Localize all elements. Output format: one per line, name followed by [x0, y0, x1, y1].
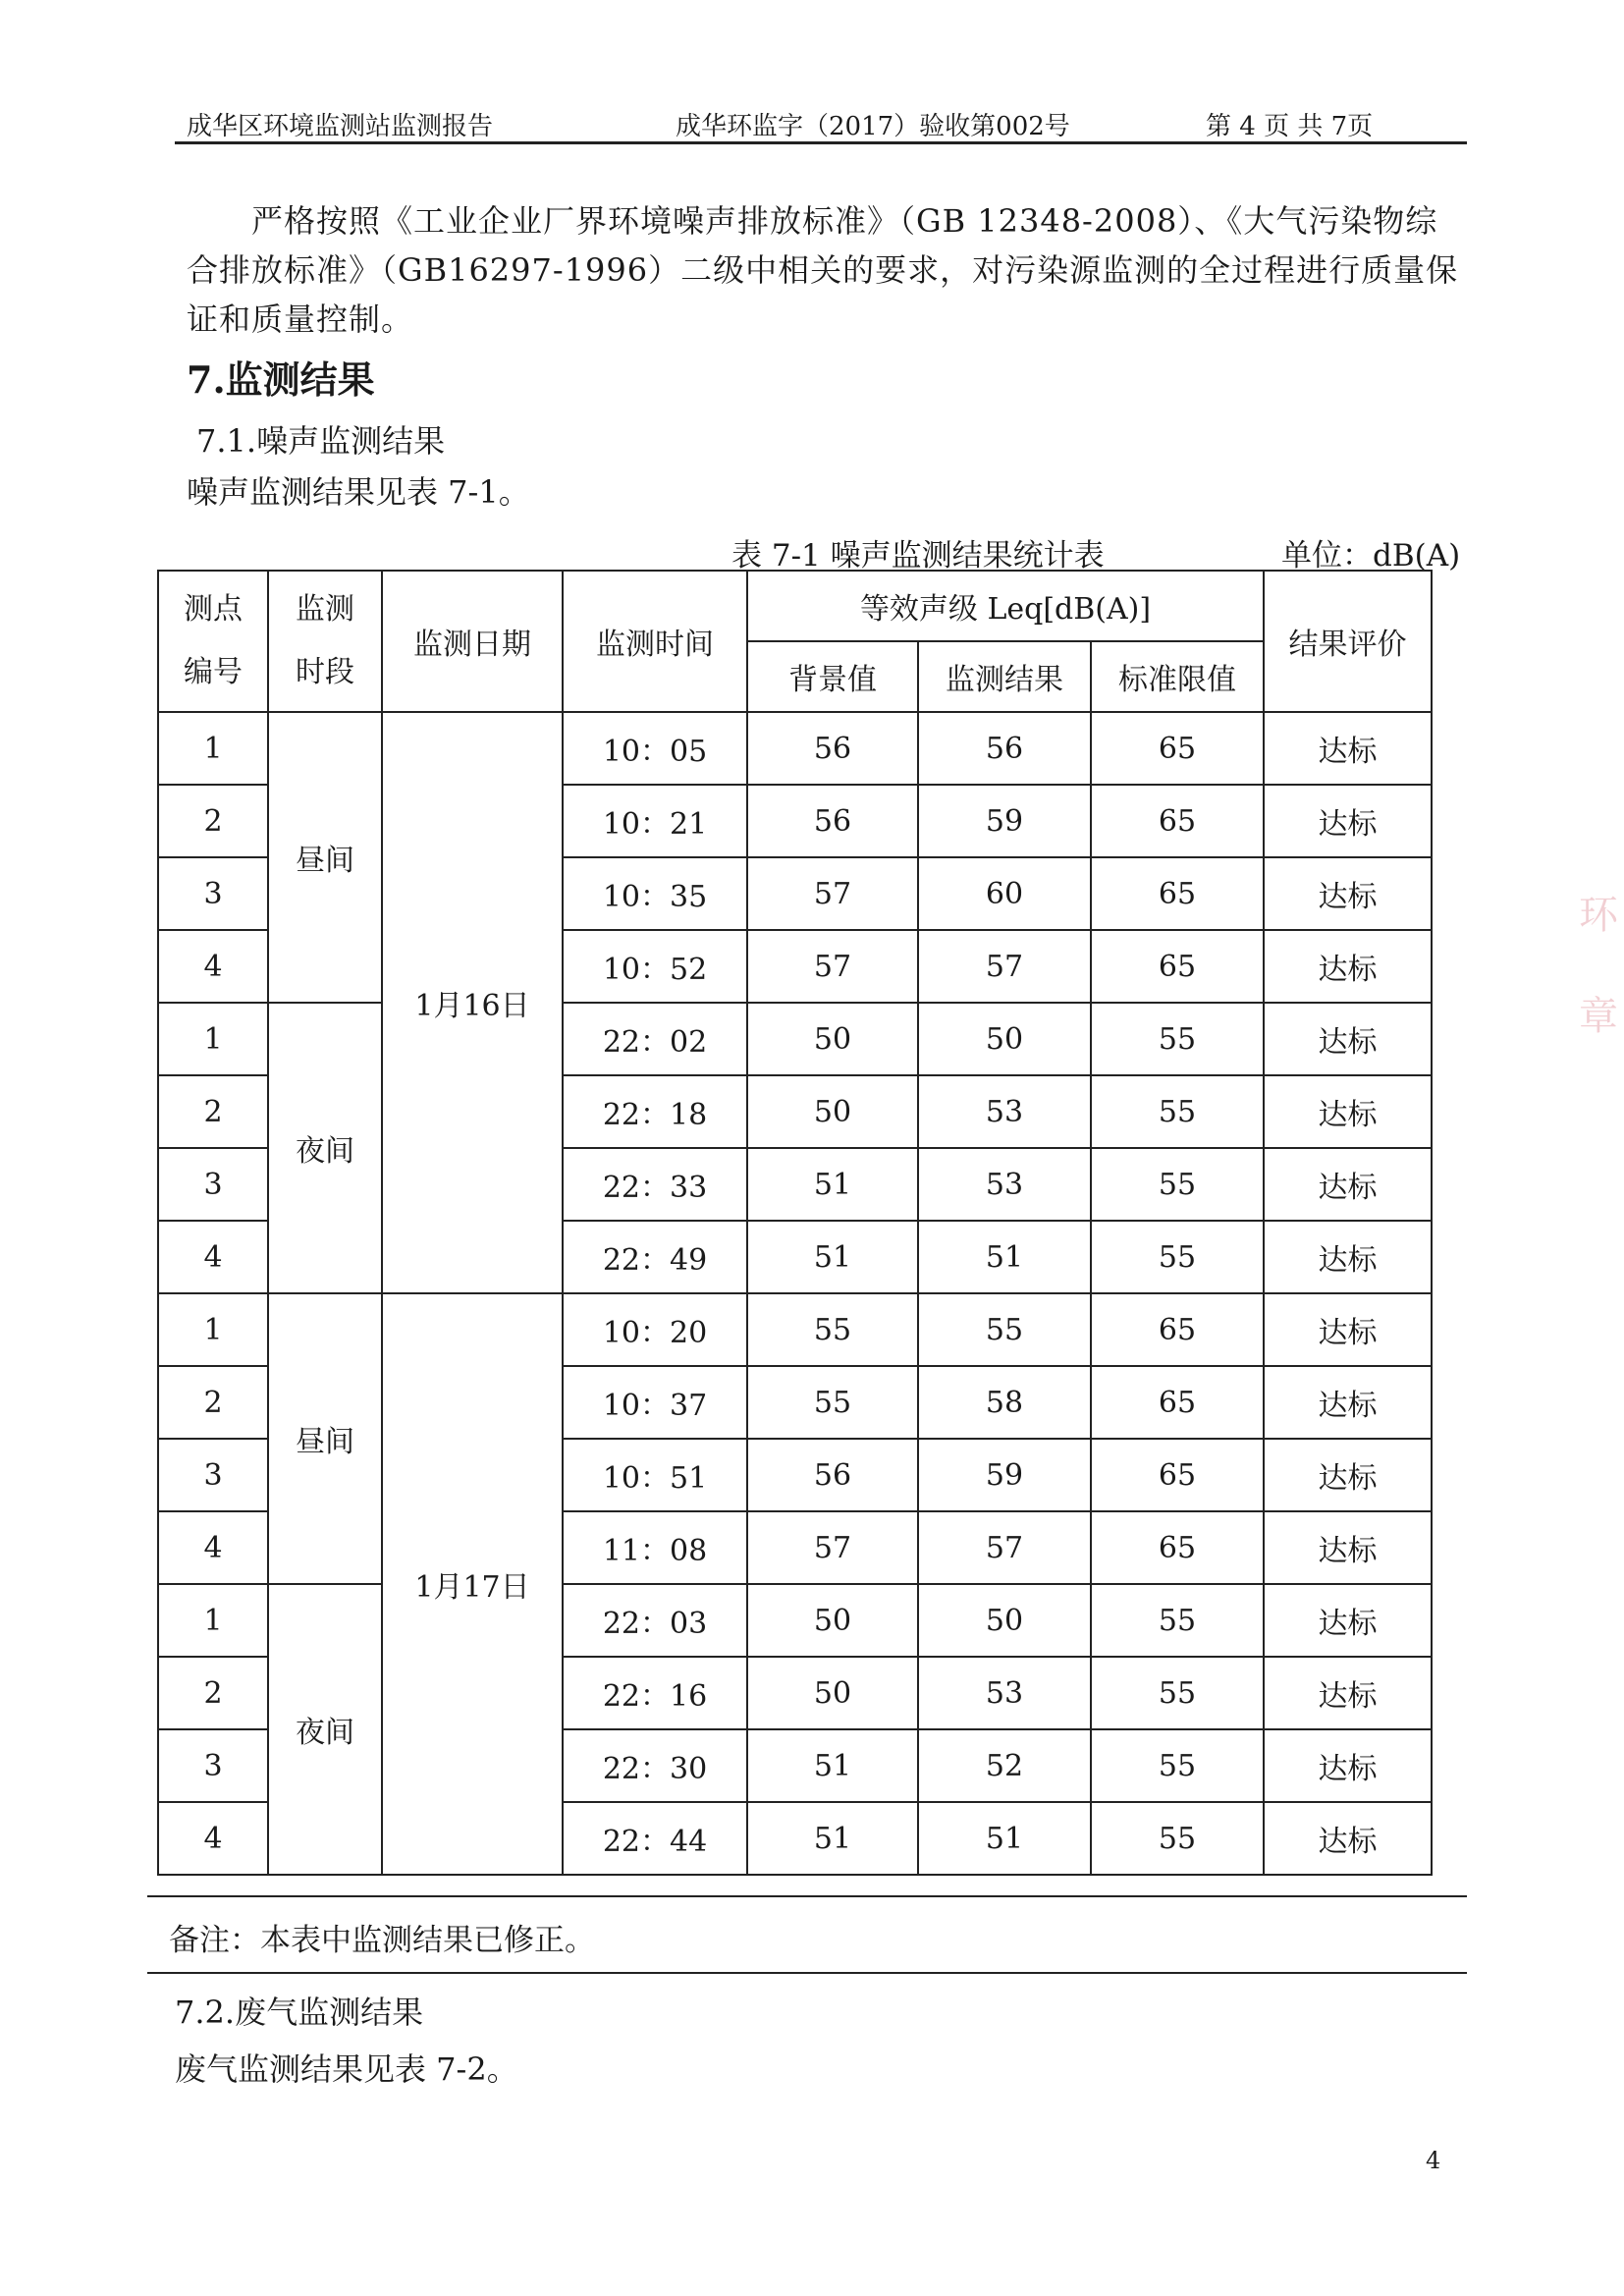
cell-background: 50 [747, 1657, 918, 1729]
cell-evaluation: 达标 [1264, 1729, 1432, 1802]
cell-evaluation: 达标 [1264, 857, 1432, 930]
cell-point-no: 2 [158, 785, 268, 857]
header-period-text: 监测时段 [296, 592, 354, 689]
table-note-box [147, 1895, 1467, 1974]
cell-result: 50 [918, 1584, 1091, 1657]
cell-result: 51 [918, 1221, 1091, 1293]
subsection-noise-title: 7.1.噪声监测结果 [196, 422, 446, 460]
header-period [268, 571, 382, 712]
cell-time: 10：21 [563, 785, 747, 857]
table-caption: 表 7-1 噪声监测结果统计表 [731, 538, 1105, 574]
header-background: 背景值 [747, 641, 918, 712]
cell-background: 57 [747, 930, 918, 1003]
cell-point-no: 3 [158, 857, 268, 930]
header-evaluation: 结果评价 [1264, 571, 1432, 712]
cell-point-no: 3 [158, 1439, 268, 1511]
cell-evaluation: 达标 [1264, 1511, 1432, 1584]
cell-result: 53 [918, 1148, 1091, 1221]
cell-point-no: 2 [158, 1366, 268, 1439]
cell-point-no: 1 [158, 1584, 268, 1657]
cell-time: 22：44 [563, 1802, 747, 1875]
cell-period: 昼间 [268, 712, 382, 1003]
table-row [158, 1584, 1432, 1657]
cell-limit: 65 [1091, 1293, 1264, 1366]
page-header [175, 94, 1467, 144]
cell-limit: 55 [1091, 1003, 1264, 1075]
table-row [158, 712, 1432, 785]
cell-result: 56 [918, 712, 1091, 785]
header-leq: 等效声级 Leq[dB(A)] [747, 571, 1264, 641]
cell-result: 59 [918, 1439, 1091, 1511]
cell-evaluation: 达标 [1264, 1439, 1432, 1511]
noise-results-table [157, 570, 1433, 1876]
header-page-info: 第 4 页 共 7页 [1206, 112, 1374, 141]
cell-evaluation: 达标 [1264, 1221, 1432, 1293]
cell-point-no: 1 [158, 1003, 268, 1075]
cell-evaluation: 达标 [1264, 785, 1432, 857]
cell-limit: 65 [1091, 785, 1264, 857]
cell-limit: 65 [1091, 930, 1264, 1003]
cell-background: 57 [747, 1511, 918, 1584]
cell-time: 22：18 [563, 1075, 747, 1148]
cell-time: 22：33 [563, 1148, 747, 1221]
cell-time: 22：30 [563, 1729, 747, 1802]
cell-result: 60 [918, 857, 1091, 930]
seal-stamp-fragment: 环 章 [1579, 893, 1618, 1039]
cell-evaluation: 达标 [1264, 1003, 1432, 1075]
cell-limit: 55 [1091, 1584, 1264, 1657]
cell-point-no: 2 [158, 1657, 268, 1729]
header-row-1 [158, 571, 1432, 641]
cell-point-no: 2 [158, 1075, 268, 1148]
cell-limit: 55 [1091, 1075, 1264, 1148]
cell-evaluation: 达标 [1264, 930, 1432, 1003]
cell-background: 55 [747, 1366, 918, 1439]
cell-result: 51 [918, 1802, 1091, 1875]
cell-point-no: 4 [158, 1221, 268, 1293]
cell-point-no: 1 [158, 1293, 268, 1366]
cell-result: 57 [918, 1511, 1091, 1584]
cell-evaluation: 达标 [1264, 1584, 1432, 1657]
cell-limit: 65 [1091, 1366, 1264, 1439]
cell-time: 22：16 [563, 1657, 747, 1729]
cell-limit: 65 [1091, 1439, 1264, 1511]
section-title: 7.监测结果 [187, 357, 375, 402]
cell-result: 53 [918, 1657, 1091, 1729]
cell-background: 56 [747, 785, 918, 857]
cell-evaluation: 达标 [1264, 1148, 1432, 1221]
cell-period: 夜间 [268, 1003, 382, 1293]
cell-evaluation: 达标 [1264, 712, 1432, 785]
cell-result: 59 [918, 785, 1091, 857]
cell-point-no: 1 [158, 712, 268, 785]
cell-limit: 65 [1091, 712, 1264, 785]
cell-background: 55 [747, 1293, 918, 1366]
cell-evaluation: 达标 [1264, 1075, 1432, 1148]
cell-time: 22：49 [563, 1221, 747, 1293]
cell-result: 53 [918, 1075, 1091, 1148]
cell-result: 55 [918, 1293, 1091, 1366]
header-point-no [158, 571, 268, 712]
cell-result: 50 [918, 1003, 1091, 1075]
cell-limit: 65 [1091, 857, 1264, 930]
cell-date: 1月17日 [382, 1293, 563, 1875]
cell-period: 昼间 [268, 1293, 382, 1584]
cell-background: 56 [747, 712, 918, 785]
subsection-gas-text: 废气监测结果见表 7-2。 [175, 2050, 518, 2088]
table-note: 备注：本表中监测结果已修正。 [169, 1923, 595, 1958]
cell-time: 11：08 [563, 1511, 747, 1584]
cell-background: 51 [747, 1802, 918, 1875]
cell-limit: 55 [1091, 1221, 1264, 1293]
cell-evaluation: 达标 [1264, 1657, 1432, 1729]
header-result: 监测结果 [918, 641, 1091, 712]
header-date: 监测日期 [382, 571, 563, 712]
cell-result: 57 [918, 930, 1091, 1003]
cell-period: 夜间 [268, 1584, 382, 1875]
cell-time: 10：52 [563, 930, 747, 1003]
cell-limit: 55 [1091, 1729, 1264, 1802]
cell-background: 51 [747, 1221, 918, 1293]
header-doc-number: 成华环监字（2017）验收第002号 [676, 112, 1070, 141]
cell-point-no: 3 [158, 1148, 268, 1221]
cell-limit: 65 [1091, 1511, 1264, 1584]
cell-time: 22：03 [563, 1584, 747, 1657]
cell-time: 10：35 [563, 857, 747, 930]
cell-background: 51 [747, 1729, 918, 1802]
header-limit: 标准限值 [1091, 641, 1264, 712]
cell-background: 56 [747, 1439, 918, 1511]
cell-result: 58 [918, 1366, 1091, 1439]
cell-time: 10：37 [563, 1366, 747, 1439]
intro-paragraph: 严格按照《工业企业厂界环境噪声排放标准》（GB 12348-2008）、《大气污染物综合排放标准》（GB16297-1996）二级中相关的要求，对污染源监测的全过程进行质量保证和质量控制。 [187, 202, 1459, 338]
cell-time: 22：02 [563, 1003, 747, 1075]
subsection-gas-title: 7.2.废气监测结果 [175, 1994, 424, 2031]
cell-date: 1月16日 [382, 712, 563, 1293]
cell-point-no: 4 [158, 1802, 268, 1875]
cell-evaluation: 达标 [1264, 1293, 1432, 1366]
cell-time: 10：51 [563, 1439, 747, 1511]
cell-background: 50 [747, 1584, 918, 1657]
cell-background: 57 [747, 857, 918, 930]
cell-limit: 55 [1091, 1802, 1264, 1875]
cell-point-no: 3 [158, 1729, 268, 1802]
table-unit: 单位：dB(A) [1281, 538, 1461, 574]
table-row [158, 1293, 1432, 1366]
cell-limit: 55 [1091, 1148, 1264, 1221]
header-org: 成华区环境监测站监测报告 [187, 112, 494, 141]
table-body [158, 571, 1432, 1875]
subsection-noise-text: 噪声监测结果见表 7-1。 [187, 473, 530, 511]
cell-evaluation: 达标 [1264, 1802, 1432, 1875]
cell-background: 50 [747, 1003, 918, 1075]
table-row [158, 1003, 1432, 1075]
cell-time: 10：05 [563, 712, 747, 785]
header-time: 监测时间 [563, 571, 747, 712]
cell-background: 51 [747, 1148, 918, 1221]
cell-limit: 55 [1091, 1657, 1264, 1729]
cell-result: 52 [918, 1729, 1091, 1802]
page-number: 4 [1426, 2147, 1441, 2174]
cell-point-no: 4 [158, 930, 268, 1003]
cell-evaluation: 达标 [1264, 1366, 1432, 1439]
cell-background: 50 [747, 1075, 918, 1148]
cell-point-no: 4 [158, 1511, 268, 1584]
cell-time: 10：20 [563, 1293, 747, 1366]
header-point-no-text: 测点编号 [184, 592, 243, 689]
